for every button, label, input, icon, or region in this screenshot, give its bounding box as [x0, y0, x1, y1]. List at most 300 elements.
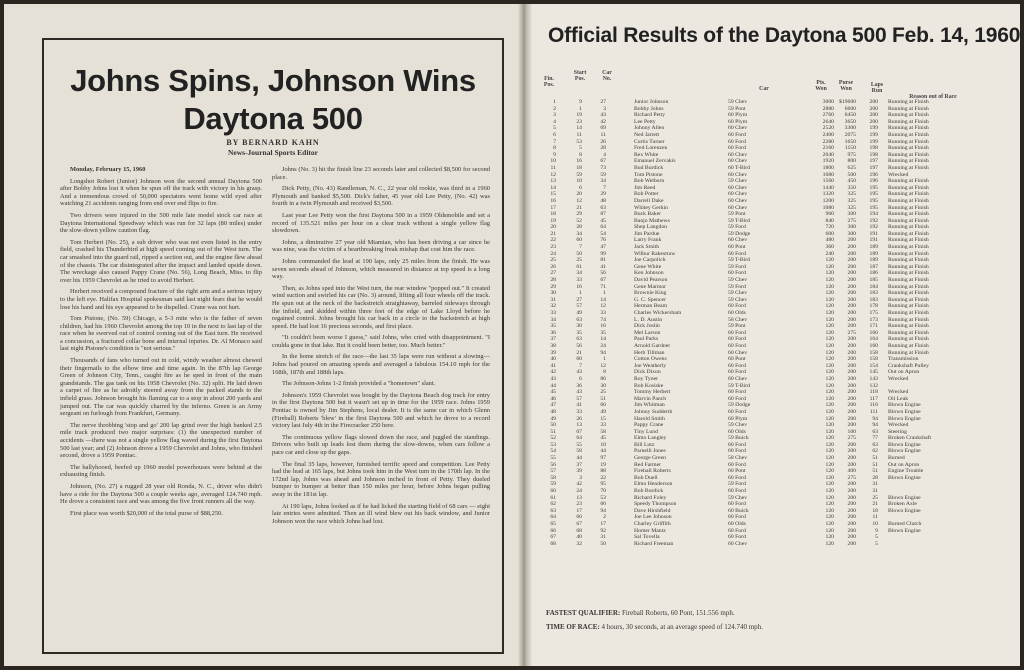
- points-won: 480: [825, 237, 834, 244]
- start-pos: 56: [576, 342, 582, 349]
- purse-won: $19600: [838, 99, 856, 105]
- driver-name: Homer Mantz: [634, 527, 666, 534]
- points-won: 120: [825, 257, 834, 264]
- result-row: [542, 211, 1012, 218]
- reason-out: Running at Finish: [888, 164, 929, 171]
- car-make: 60 Ford: [728, 389, 746, 396]
- driver-name: Herman Beam: [634, 303, 668, 310]
- laps-run: 173: [869, 316, 878, 323]
- car-number: 42: [600, 118, 606, 125]
- fin-pos: 24: [550, 250, 556, 257]
- points-won: 120: [825, 474, 834, 481]
- laps-run: 154: [869, 362, 878, 369]
- laps-run: 185: [869, 277, 878, 284]
- fin-pos: 44: [550, 382, 556, 389]
- article-paragraph: In the home stretch of the race—the last 35 laps were run without a slowing—Johns had poured on amazing speeds and averaged a fabulous 154.10 mph for the 168th, 187th and 188th laps.: [272, 353, 490, 376]
- car-make: 60 Chev: [728, 184, 748, 191]
- result-row: [542, 468, 1012, 475]
- car-number: 27: [600, 99, 606, 105]
- fin-pos: 27: [550, 270, 556, 277]
- laps-run: 195: [869, 191, 878, 198]
- purse-won: 100: [847, 428, 856, 435]
- laps-run: 9: [875, 527, 878, 534]
- car-number: 34: [600, 178, 606, 185]
- magazine-spread: [4, 4, 1020, 666]
- points-won: 720: [825, 224, 834, 231]
- laps-run: 195: [869, 184, 878, 191]
- fin-pos: 2: [553, 105, 556, 112]
- right-page: [532, 4, 1020, 666]
- reason-out: Broken Crankshaft: [888, 435, 932, 442]
- reason-out: Running at Finish: [888, 244, 929, 251]
- car-make: 60 Ford: [728, 448, 746, 455]
- car-make: 60 Chev: [728, 540, 748, 547]
- laps-run: 116: [869, 402, 878, 409]
- driver-name: Speedy Thompson: [634, 501, 677, 508]
- start-pos: 63: [576, 316, 582, 323]
- car-make: 60 Ford: [728, 488, 746, 495]
- points-won: 2520: [822, 125, 834, 132]
- car-make: 60 Ford: [728, 395, 746, 402]
- purse-won: 975: [847, 151, 856, 158]
- result-row: [542, 429, 1012, 436]
- points-won: 2760: [822, 112, 834, 119]
- laps-run: 31: [872, 488, 878, 495]
- driver-name: Johnny Sudderth: [634, 408, 673, 415]
- points-won: 120: [825, 395, 834, 402]
- car-make: 59 Chev: [728, 422, 748, 429]
- driver-name: Richard Freeman: [634, 540, 674, 547]
- purse-won: 200: [847, 389, 856, 396]
- purse-won: 400: [847, 468, 856, 475]
- article-paragraph: Then, as Johns sped into the West turn, the rear window "popped out." It created wind suction and swirled his car (No. 3) around, lifting all four wheels off the track. He spun out at the neck of the backstretch straightaway, barreled sideways through the infield, and skidded within three feet of the edge of Lake Lloyd before he regained control. Johns brought his car back in a circle to the backstretch at high speed. He had lost 16 precious seconds, and first place.: [272, 284, 490, 330]
- reason-out: Oil Leak: [888, 395, 909, 402]
- points-won: 2880: [822, 105, 834, 112]
- article-column-1: [60, 166, 262, 646]
- result-row: [542, 416, 1012, 423]
- reason-out: Blown Engine: [888, 494, 921, 501]
- fin-pos: 31: [550, 296, 556, 303]
- start-pos: 60: [576, 356, 582, 363]
- driver-name: David Pearson: [634, 277, 668, 284]
- driver-name: Dick Dixon: [634, 369, 661, 376]
- start-pos: 50: [576, 250, 582, 257]
- start-pos: 58: [576, 448, 582, 455]
- laps-run: 63: [872, 428, 878, 435]
- fin-pos: 67: [550, 534, 556, 541]
- laps-run: 178: [869, 303, 878, 310]
- purse-won: 200: [847, 514, 856, 521]
- car-number: 49: [600, 408, 606, 415]
- points-won: 120: [825, 461, 834, 468]
- fin-pos: 13: [550, 178, 556, 185]
- driver-name: Tom Pistone: [634, 171, 663, 178]
- laps-run: 145: [869, 369, 878, 376]
- driver-name: Dick Joslin: [634, 323, 660, 330]
- article-paragraph: The ballyhooed, beefed up 1960 model powerhouses were behind at the exhausting finish.: [60, 463, 262, 479]
- purse-won: 200: [847, 501, 856, 508]
- car-number: 4: [603, 151, 606, 158]
- reason-out: Running at Finish: [888, 197, 929, 204]
- purse-won: 200: [847, 402, 856, 409]
- purse-won: 3650: [844, 118, 856, 125]
- results-title: Official Results of the Daytona 500 Feb. 14, 1960: [548, 24, 1021, 47]
- start-pos: 44: [576, 455, 582, 462]
- result-row: [542, 481, 1012, 488]
- fin-pos: 20: [550, 224, 556, 231]
- start-pos: 17: [576, 507, 582, 514]
- purse-won: 200: [847, 448, 856, 455]
- start-pos: 63: [576, 336, 582, 343]
- result-row: [542, 534, 1012, 541]
- result-row: [542, 528, 1012, 535]
- result-row: [542, 462, 1012, 469]
- car-make: 60 Plym: [728, 112, 748, 119]
- start-pos: 43: [576, 369, 582, 376]
- driver-name: Bud Burdick: [634, 164, 664, 171]
- points-won: 600: [825, 230, 834, 237]
- result-row: [542, 172, 1012, 179]
- car-make: 59 Ford: [728, 481, 746, 488]
- fin-pos: 23: [550, 244, 556, 251]
- reason-out: Crankshaft Pulley: [888, 362, 929, 369]
- purse-won: 6450: [844, 112, 856, 119]
- laps-run: 200: [869, 99, 878, 105]
- car-make: 60 Olds: [728, 310, 746, 316]
- car-make: 60 Chev: [728, 125, 748, 132]
- start-pos: 6: [579, 375, 582, 382]
- laps-run: 77: [872, 435, 878, 442]
- laps-run: 94: [872, 422, 878, 429]
- laps-run: 199: [869, 125, 878, 132]
- car-number: 58: [600, 428, 606, 435]
- driver-name: Jim Pardue: [634, 230, 660, 237]
- fin-pos: 3: [553, 112, 556, 119]
- article-paragraph: Two drivers were injured in the 500 mile late model stock car race at Daytona International Speedway which was run for 32 laps (80 miles) under the slow-down yellow caution flag.: [60, 211, 262, 235]
- points-won: 120: [825, 428, 834, 435]
- fin-pos: 41: [550, 362, 556, 369]
- driver-name: Elmo Henderson: [634, 481, 673, 488]
- points-won: 120: [825, 270, 834, 277]
- points-won: 120: [825, 448, 834, 455]
- driver-name: Roy Tyner: [634, 375, 658, 382]
- purse-won: 200: [847, 323, 856, 330]
- purse-won: 625: [847, 164, 856, 171]
- fastest-qualifier-text: Fireball Roberts, 60 Pont, 151.556 mph.: [621, 609, 735, 617]
- car-number: 63: [600, 204, 606, 211]
- points-won: 1560: [822, 178, 834, 185]
- driver-name: Jack Smith: [634, 244, 660, 251]
- start-pos: 9: [579, 99, 582, 105]
- car-make: 60 Ford: [728, 527, 746, 534]
- laps-run: 187: [869, 263, 878, 270]
- fin-pos: 62: [550, 501, 556, 508]
- reason-out: Transmission: [888, 356, 919, 363]
- points-won: 960: [825, 211, 834, 218]
- laps-run: 191: [869, 237, 878, 244]
- car-make: 60 Ford: [728, 131, 746, 138]
- car-make: 60 Pont: [728, 468, 746, 475]
- start-pos: 49: [576, 310, 582, 316]
- fin-pos: 32: [550, 303, 556, 310]
- reason-out: Running at Finish: [888, 230, 929, 237]
- laps-run: 189: [869, 257, 878, 264]
- car-number: 30: [600, 382, 606, 389]
- driver-name: Shep Langdon: [634, 224, 668, 231]
- start-pos: 23: [576, 501, 582, 508]
- driver-name: Red Farmer: [634, 461, 662, 468]
- reason-out: Running at Finish: [888, 290, 929, 297]
- article-paragraph: Johnson's 1959 Chevrolet was bought by the Daytona Beach dog track for entry in the first Daytona 500 but it wasn't set up in time for the 1959 race. Johns 1959 Pontiac is owned by Jim Stephens, local dealer. It is the same car in which Glenn (Fireball) Roberts 'blew' in the first Daytona 500 and which he drove to a record victory last July 4th in the Firecracker 250 here.: [272, 391, 490, 430]
- result-row: [542, 336, 1012, 343]
- car-number: 7: [603, 184, 606, 191]
- points-won: 120: [825, 310, 834, 316]
- start-pos: 14: [576, 125, 582, 132]
- laps-run: 183: [869, 296, 878, 303]
- laps-run: 195: [869, 197, 878, 204]
- article-paragraph: Herbert received a compound fracture of the right arm and a serious injury to the left eye. Halifax Hospital spokesman said last night fears that he would lose his hand and his eye appeared to be dispelled. Crane was not hurt.: [60, 288, 262, 311]
- purse-won: 200: [847, 455, 856, 462]
- result-row: [542, 330, 1012, 337]
- fin-pos: 16: [550, 197, 556, 204]
- byline: BY BERNARD KAHN: [226, 138, 320, 147]
- reason-out: Running at Finish: [888, 112, 929, 119]
- purse-won: 3300: [844, 125, 856, 132]
- driver-name: Fred Lorenzen: [634, 145, 668, 152]
- purse-won: 200: [847, 534, 856, 541]
- car-number: 69: [600, 125, 606, 132]
- purse-won: 800: [847, 158, 856, 165]
- reason-out: Running at Finish: [888, 151, 929, 158]
- left-page: [4, 4, 518, 666]
- purse-won: 200: [847, 270, 856, 277]
- reason-out: Running at Finish: [888, 138, 929, 145]
- result-row: [542, 409, 1012, 416]
- start-pos: 7: [579, 362, 582, 369]
- reason-out: Blown Engine: [888, 448, 921, 455]
- result-row: [542, 350, 1012, 357]
- purse-won: 300: [847, 230, 856, 237]
- purse-won: 200: [847, 336, 856, 343]
- car-make: 60 Ford: [728, 461, 746, 468]
- laps-run: 51: [872, 468, 878, 475]
- laps-run: 171: [869, 323, 878, 330]
- car-make: 60 Plym: [728, 415, 748, 422]
- car-number: 17: [600, 521, 606, 527]
- car-make: 59 Pont: [728, 211, 746, 218]
- laps-run: 5: [875, 534, 878, 541]
- article-paragraph: The nerve throbbing 'stop and go' 200 lap grind over the high banked 2.5 mile track produced two major surprises: (1) the unexpected number of accidents —there was not a single yellow flag waved during the first Daytona 500 last year; and (2) Johnson drove a 1959 Chevrolet and Johns, who finished second, drove a 1959 Pontiac.: [60, 421, 262, 460]
- car-number: 22: [600, 474, 606, 481]
- points-won: 120: [825, 455, 834, 462]
- reason-out: Running at Finish: [888, 310, 929, 316]
- fin-pos: 60: [550, 488, 556, 495]
- fin-pos: 66: [550, 527, 556, 534]
- car-make: 59 Dodge: [728, 402, 751, 409]
- car-number: 14: [600, 296, 606, 303]
- car-number: 19: [600, 461, 606, 468]
- driver-name: Herb Tillman: [634, 349, 665, 356]
- laps-run: 189: [869, 244, 878, 251]
- article-paragraph: Last year Lee Petty won the first Daytona 500 in a 1959 Oldsmobile and set a record of 135.521 miles per hour on a clear track without a single yellow flag slowdown.: [272, 211, 490, 235]
- fin-pos: 8: [553, 145, 556, 152]
- fin-pos: 36: [550, 329, 556, 336]
- driver-name: Parnelli Jones: [634, 448, 666, 455]
- car-number: 45: [600, 217, 606, 224]
- reason-out: Burned: [888, 455, 905, 462]
- purse-won: 200: [847, 296, 856, 303]
- start-pos: 39: [576, 468, 582, 475]
- purse-won: 275: [847, 474, 856, 481]
- reason-out: Wrecked: [888, 375, 909, 382]
- points-won: 240: [825, 250, 834, 257]
- points-won: 120: [825, 441, 834, 448]
- laps-run: 189: [869, 250, 878, 257]
- result-row: [542, 310, 1012, 317]
- driver-name: Bobby Johns: [634, 105, 664, 112]
- laps-run: 195: [869, 204, 878, 211]
- start-pos: 1: [579, 290, 582, 297]
- laps-run: 194: [869, 211, 878, 218]
- reason-out: Running at Finish: [888, 237, 929, 244]
- points-won: 120: [825, 422, 834, 429]
- laps-run: 196: [869, 178, 878, 185]
- points-won: 120: [825, 290, 834, 297]
- start-pos: 29: [576, 211, 582, 218]
- purse-won: 200: [847, 488, 856, 495]
- reason-out: Running at Finish: [888, 158, 929, 165]
- car-number: 12: [600, 362, 606, 369]
- result-row: [542, 297, 1012, 304]
- fin-pos: 54: [550, 448, 556, 455]
- article-paragraph: Johns commanded the lead at 190 laps, only 25 miles from the finish. He was seven seconds ahead of Johnson, which measured in distance at top speed is a long way.: [272, 257, 490, 281]
- laps-run: 200: [869, 112, 878, 119]
- purse-won: 200: [847, 369, 856, 376]
- points-won: 3000: [822, 99, 834, 105]
- fin-pos: 43: [550, 375, 556, 382]
- driver-name: Whitey Gerkin: [634, 204, 668, 211]
- article-paragraph: Johns (No. 3) hit the finish line 23 seconds later and collected $8,500 for second place.: [272, 166, 490, 181]
- result-row: [542, 343, 1012, 350]
- result-row: [542, 284, 1012, 291]
- laps-run: 160: [869, 342, 878, 349]
- start-pos: 64: [576, 435, 582, 442]
- start-pos: 32: [576, 540, 582, 547]
- result-row: [542, 218, 1012, 225]
- fin-pos: 33: [550, 310, 556, 316]
- car-number: 25: [600, 389, 606, 396]
- dateline: Monday, February 15, 1960: [70, 166, 146, 173]
- points-won: 120: [825, 362, 834, 369]
- points-won: 120: [825, 408, 834, 415]
- reason-out: Engine Trouble: [888, 468, 924, 475]
- byline-title: News-Journal Sports Editor: [227, 148, 318, 157]
- purse-won: 200: [847, 237, 856, 244]
- purse-won: 275: [847, 329, 856, 336]
- reason-out: Running at Finish: [888, 329, 929, 336]
- fin-pos: 12: [550, 171, 556, 178]
- purse-won: 350: [847, 184, 856, 191]
- article-paragraph: Tom Herbert (No. 25), a sub driver who was not even listed in the entry field, crashed his Thunderbird at high speed coming out of the West turn. The car smashed into the guard rail, ripped a section out, and the engine flew ahead of the chassis. The car disintegrated after the impact and landed upside down. The wreckage also caused Pappy Crane (No. 56), Long Beach, Miss. to flip over his 1959 Chevrolet as he tried to avoid Herbert.: [60, 238, 262, 284]
- purse-won: 200: [847, 263, 856, 270]
- reason-out: Burned Clutch: [888, 521, 922, 527]
- purse-won: 200: [847, 356, 856, 363]
- laps-run: 200: [869, 118, 878, 125]
- result-row: [542, 270, 1012, 277]
- result-row: [542, 198, 1012, 205]
- car-make: 60 Chev: [728, 191, 748, 198]
- driver-name: Charley Griffith: [634, 521, 671, 527]
- purse-won: 325: [847, 191, 856, 198]
- points-won: 120: [825, 402, 834, 409]
- reason-out: Running at Finish: [888, 296, 929, 303]
- car-number: 12: [600, 303, 606, 310]
- car-make: 60 Chev: [728, 197, 748, 204]
- purse-won: 200: [847, 441, 856, 448]
- start-pos: 5: [579, 145, 582, 152]
- result-row: [542, 139, 1012, 146]
- purse-won: 200: [847, 521, 856, 527]
- car-number: 15: [600, 415, 606, 422]
- driver-name: Bill Lutz: [634, 441, 655, 448]
- points-won: 120: [825, 501, 834, 508]
- result-row: [542, 106, 1012, 113]
- points-won: 1800: [822, 164, 834, 171]
- header-pts-won: Pts. Won: [815, 80, 827, 93]
- start-pos: 07: [576, 428, 582, 435]
- fin-pos: 19: [550, 217, 556, 224]
- article-paragraph: Thousands of fans who turned out in cold, windy weather almost chewed their fingernails to the elbow time and time again. In the 87th lap George Green of Johnson City, Tenn., caught fire as he sped in front of the main grandstands. The gas tank on his 1958 Chevrolet (No. 32) split. He laid down a carpet of fire as he adroitly steered away from the packed stands to the infield grass. Johnson brought his flaming car to a stop in about 200 yards and jumped out. The car was quickly charred by the inferno. Green is an Army sergeant on furlough from Frankfurt, Germany.: [60, 357, 262, 418]
- result-row: [542, 185, 1012, 192]
- laps-run: 192: [869, 224, 878, 231]
- result-row: [542, 422, 1012, 429]
- start-pos: 60: [576, 237, 582, 244]
- purse-won: 200: [847, 461, 856, 468]
- purse-won: 200: [847, 395, 856, 402]
- points-won: 120: [825, 527, 834, 534]
- fin-pos: 29: [550, 283, 556, 290]
- article-paragraph: Dick Petty, (No. 43) Randleman, N. C., 22 year old rookie, was third in a 1960 Plymouth and banked $5,500. Dick's father, 45 year old Lee Petty, (No. 42) was fourth in a twin Plymouth and received $3,500.: [272, 185, 490, 208]
- points-won: 2040: [822, 151, 834, 158]
- result-row: [542, 132, 1012, 139]
- fin-pos: 56: [550, 461, 556, 468]
- fin-pos: 38: [550, 342, 556, 349]
- start-pos: 25: [576, 257, 582, 264]
- start-pos: 42: [576, 481, 582, 488]
- result-row: [542, 442, 1012, 449]
- laps-run: 196: [869, 171, 878, 178]
- result-row: [542, 112, 1012, 119]
- start-pos: 57: [576, 303, 582, 310]
- start-pos: 3: [579, 474, 582, 481]
- car-make: 60 Ford: [728, 145, 746, 152]
- start-pos: 21: [576, 349, 582, 356]
- result-row: [542, 264, 1012, 271]
- car-make: 58 Chev: [728, 455, 748, 462]
- driver-name: Jim Whitman: [634, 402, 665, 409]
- driver-name: Charles Wickersham: [634, 310, 682, 316]
- points-won: 120: [825, 540, 834, 547]
- result-row: [542, 303, 1012, 310]
- points-won: 120: [825, 329, 834, 336]
- reason-out: Blown Engine: [888, 402, 921, 409]
- reason-out: Blown Engine: [888, 441, 921, 448]
- laps-run: 198: [869, 145, 878, 152]
- result-row: [542, 244, 1012, 251]
- reason-out: Wrecked: [888, 422, 909, 429]
- purse-won: 200: [847, 382, 856, 389]
- fin-pos: 39: [550, 349, 556, 356]
